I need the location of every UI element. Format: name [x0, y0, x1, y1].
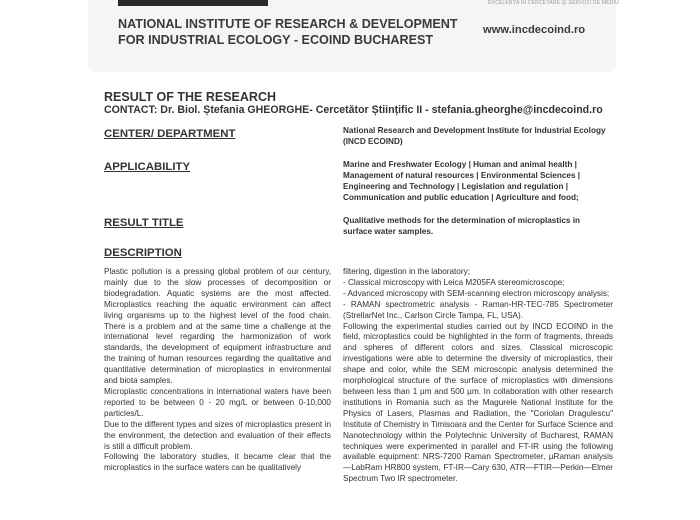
header-tagline: EXCELENȚA ÎN CERCETARE ȘI SERVICII DE MEDIU: [488, 0, 619, 6]
contact-line: CONTACT: Dr. Biol. Ștefania GHEORGHE- Cercetător Științific II - stefania.gheorghe@incdecoind.ro: [104, 104, 603, 116]
value-center-department: National Research and Development Institute for Industrial Ecology (INCD ECOIND): [343, 126, 606, 146]
institute-line-1: NATIONAL INSTITUTE OF RESEARCH & DEVELOPMENT: [118, 17, 458, 31]
label-center-department: CENTER/ DEPARTMENT: [104, 128, 236, 140]
website-link[interactable]: www.incdecoind.ro: [483, 24, 586, 36]
description-right-column: [343, 267, 613, 485]
institute-line-2: FOR INDUSTRIAL ECOLOGY - ECOIND BUCHAREST: [118, 33, 434, 47]
label-result-title: RESULT TITLE: [104, 217, 184, 229]
left-paragraph: Due to the different types and sizes of microplastics present in the environment, the detection and evaluation of their effects is still a difficult problem.: [104, 419, 331, 451]
label-description: DESCRIPTION: [104, 247, 182, 259]
left-paragraph: Plastic pollution is a pressing global problem of our century, mainly due to the slow processes of decomposition or biodegradation. Aquatic systems are the most affected. Microplastics reaching the aquatic environment can affect living organisms up to the highest level of the food chain. There is a problem and at the same time a challenge at the international level regarding the harmonization of work standards, the development of equipment infrastructure and the training of human resources regarding the qualitative and quantitative determination of microplastics in environmental and biota samples.: [104, 267, 331, 386]
logo-strip: [118, 0, 268, 6]
right-paragraph: filtering, digestion in the laboratory;: [343, 267, 470, 276]
right-paragraph: - Advanced microscopy with SEM-scanning electron microscopy analysis;: [343, 288, 610, 298]
value-applicability: Marine and Freshwater Ecology | Human and animal health | Management of natural resources | Environmental Sciences | Engineering and Technology | Legislation and regulation | Communication and public education | Agriculture and food;: [343, 160, 581, 202]
left-paragraph: Microplastic concentrations in international waters have been reported to be between 0 - 20 mg/L or between 0-10,000 particles/L.: [104, 386, 331, 418]
label-applicability: APPLICABILITY: [104, 161, 191, 173]
right-paragraph: - Classical microscopy with Leica M205FA stereomicroscope;: [343, 277, 565, 287]
right-paragraph: Following the experimental studies carried out by INCD ECOIND in the field, microplastics could be highlighted in the form of fragments, threads and spheres of different colors and sizes. Classical microscopic investigations were able to determine the diversity of microplastics, their shape and color, while the SEM microscopic analysis determined the morphological structure of the surface of microplastics with dimensions between less than 1 µm and 500 µm. In collaboration with other research institutions in Romania such as the Magurele National Institute for the Physics of Lasers, Plasmas and Radiation, the "Coriolan Dragulescu" Institute of Chemistry in Timisoara and the Center for Surface Science and Nanotechnology within the Polytechnic University of Bucharest, RAMAN techniques were experimented in parallel and FT-IR using the following available equipment: NRS-7200 Raman Spectrometer, µRaman analysis—LabRam HR800 system, FT-IR—Cary 630, ATR—FTIR—Perkin—Elmer Spectrum Two IR spectrometer.: [343, 321, 613, 484]
right-paragraph: - RAMAN spectrometric analysis - Raman-HR-TEC-785 Spectrometer (StrellarNet Inc., Carlson Circle Tampa, FL, USA).: [343, 299, 613, 320]
value-result-title: Qualitative methods for the determination of microplastics in surface water samples.: [343, 216, 581, 236]
institute-name: [118, 16, 458, 48]
section-title: RESULT OF THE RESEARCH: [104, 90, 276, 104]
description-left-column: [104, 267, 331, 474]
left-paragraph: Following the laboratory studies, it became clear that the microplastics in the surface waters can be qualitatively: [104, 452, 331, 473]
